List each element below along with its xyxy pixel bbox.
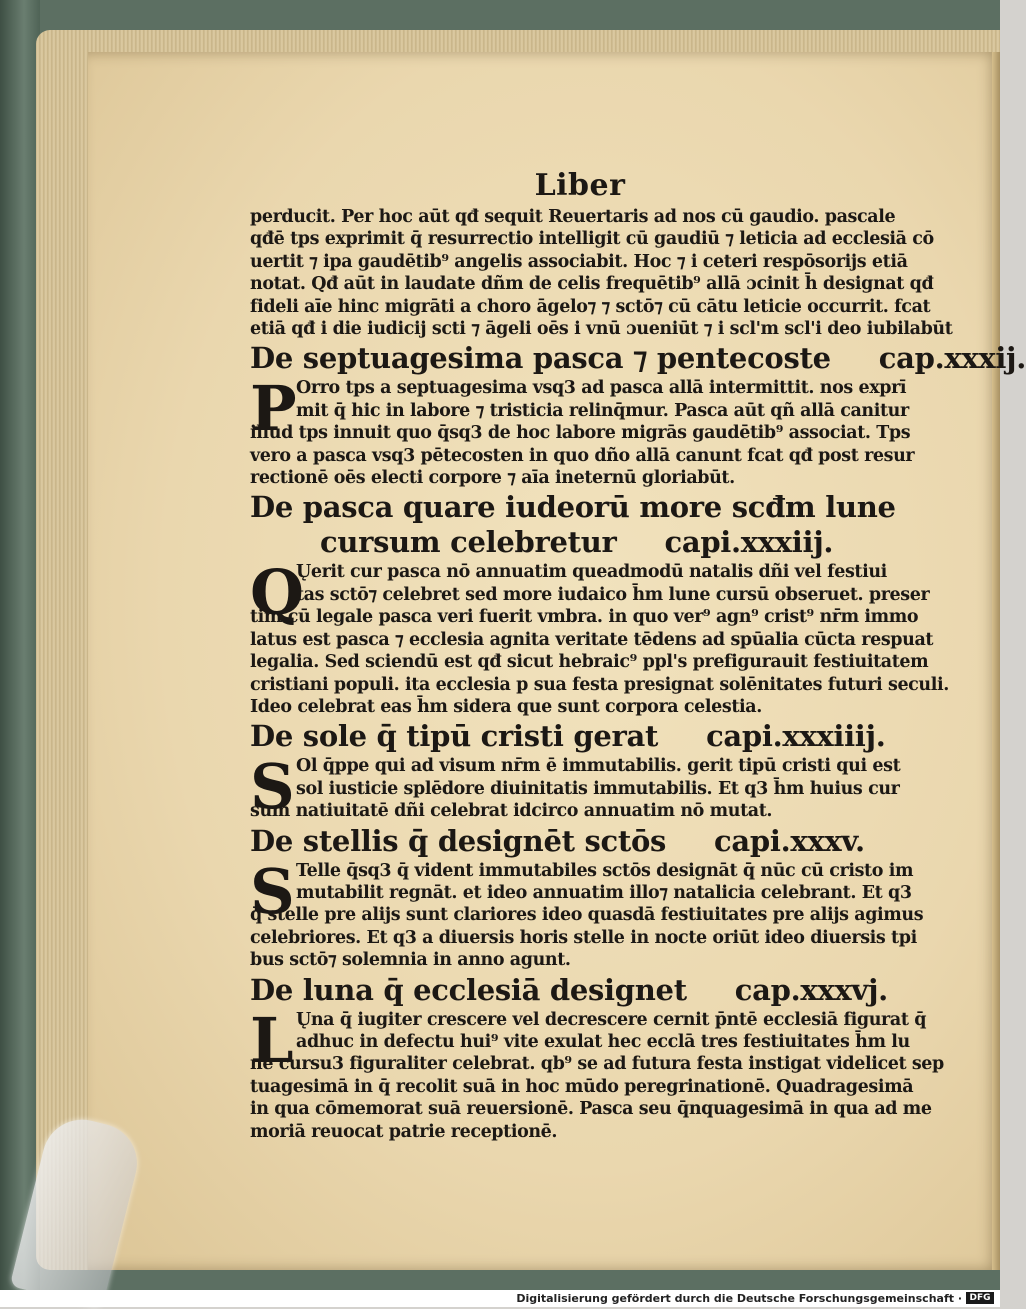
chapter-title: De pasca quare iudeorū more scđm lune: [250, 490, 896, 525]
text-line: ne cursu3 figuraliter celebrat. qb⁹ se ad futura festa instigat videlicet sep: [250, 1054, 944, 1075]
text-line: Ol q̄ppe qui ad visum nr̄m ē immutabilis. gerit tipū cristi qui est: [296, 756, 901, 777]
text-line: tuagesimā in q̄ recolit suā in hoc mūdo peregrinationē. Quadragesimā: [250, 1076, 914, 1097]
chapter-heading: [250, 341, 1026, 376]
text-line: fideli aīe hinc migrāti a choro āgelo⁊ ⁊ sctō⁊ cū cātu leticie occurrit. fcat: [250, 296, 931, 317]
book-cover-edge: [0, 0, 40, 1290]
chapter-heading: [250, 720, 910, 752]
text-line: perducit. Per hoc aūt qđ sequit Reuertaris ad nos cū gaudio. pascale: [250, 207, 896, 227]
text-paragraph: [250, 372, 915, 489]
chapter-heading: [250, 491, 910, 523]
text-line: mit q̄ hic in labore ⁊ tristicia relinq̄mur. Pasca aūt qñ allā canitur: [296, 400, 909, 421]
chapter-number: cap.xxxij.: [878, 341, 1026, 376]
text-line: cristiani populi. ita ecclesia p sua festa presignat solēnitates futuri seculi.: [250, 674, 949, 695]
text-line: sum natiuitatē dñi celebrat idcirco annuatim nō mutat.: [250, 801, 773, 822]
text-line: qđē tps exprimit q̄ resurrectio intelligit cū gaudiū ⁊ leticia ad ecclesiā cō: [250, 229, 934, 250]
drop-initial: S: [250, 854, 295, 928]
chapter-title: De septuagesima pasca ⁊ pentecoste: [250, 341, 831, 376]
text-line: q̄ stelle pre alijs sunt clariores ideo quasdā festiuitates pre alijs agimus: [250, 905, 924, 926]
chapter-title: De luna q̄ ecclesiā designet: [250, 972, 687, 1007]
text-line: moriā reuocat patrie receptionē.: [250, 1121, 558, 1142]
dfg-logo-icon: DFG: [966, 1292, 994, 1304]
text-line: sol iusticie splēdore diuinitatis immutabilis. Et q3 h̄m huius cur: [296, 778, 900, 799]
text-paragraph: [250, 854, 924, 972]
chapter-title-continued: cursum celebretur: [320, 525, 617, 560]
text-line: rectionē oēs electi corpore ⁊ aīa ineternū gloriabūt.: [250, 468, 735, 489]
chapter-title: De sole q̄ tipū cristi gerat: [250, 719, 659, 754]
text-line: adhuc in defectu hui⁹ vite exulat hec ecclā tres festiuitates h̄m lu: [296, 1031, 910, 1052]
text-block: [250, 168, 1026, 1143]
chapter-number: capi.xxxv.: [714, 823, 865, 858]
text-paragraph: [250, 556, 949, 718]
text-line: mutabilit regnāt. et ideo annuatim illo⁊ natalicia celebrant. Et q3: [296, 882, 912, 903]
text-line: bus sctō⁊ solemnia in anno agunt.: [250, 950, 571, 971]
chapter-number: capi.xxxiij.: [664, 525, 834, 560]
text-paragraph: [250, 1003, 944, 1143]
text-line: notat. Qđ aūt in laudate dñm de celis frequētib⁹ allā ɔcinit h̄ designat qđ: [250, 274, 934, 295]
text-blocks: [250, 206, 1026, 1143]
footer: [0, 1290, 1000, 1307]
text-line: Orro tps a septuagesima vsq3 ad pasca allā intermittit. nos exprī: [296, 378, 907, 399]
chapter-title: De stellis q̄ designēt sctōs: [250, 823, 667, 858]
chapter-number: cap.xxxvj.: [734, 972, 888, 1007]
text-line: tim cū legale pasca veri fuerit vmbra. in quo ver⁹ agn⁹ crist⁹ nr̄m immo: [250, 607, 919, 628]
text-line: illud tps innuit quo q̄sq3 de hoc labore migrās gaudētib⁹ associat. Tps: [250, 423, 911, 444]
drop-initial: S: [250, 750, 295, 824]
text-line: celebriores. Et q3 a diuersis horis stelle in nocte oriūt ideo diuersis tpi: [250, 927, 917, 948]
chapter-heading-continued: [250, 526, 910, 558]
chapter-heading: [250, 974, 910, 1006]
chapter-heading: [250, 825, 910, 857]
text-line: Telle q̄sq3 q̄ vident immutabiles sctōs designāt q̄ nūc cū cristo im: [296, 860, 914, 881]
text-line: tas sctō⁊ celebret sed more iudaico h̄m lune cursū obseruet. preser: [296, 584, 930, 605]
text-line: in qua cōmemorat suā reuersionē. Pasca seu q̄nquagesimā in qua ad me: [250, 1099, 932, 1120]
text-line: Ųerit cur pasca nō annuatim queadmodū natalis dñi vel festiui: [296, 562, 887, 583]
page-edge: [992, 52, 1000, 1270]
drop-initial: Q: [250, 556, 305, 630]
text-paragraph: [250, 750, 910, 824]
footer-text: Digitalisierung gefördert durch die Deutsche Forschungsgemeinschaft ·: [516, 1292, 962, 1305]
text-line: latus est pasca ⁊ ecclesia agnita veritate tēdens ad spūalia cūcta respuat: [250, 629, 934, 650]
text-line: uertit ⁊ ipa gaudētib⁹ angelis associabit. Hoc ⁊ i ceteri respōsorijs etiā: [250, 251, 908, 272]
text-line: vero a pasca vsq3 pētecosten in quo dño allā canunt fcat qđ post resur: [250, 445, 915, 466]
drop-initial: P: [250, 372, 297, 446]
text-paragraph: [250, 206, 953, 340]
chapter-number: capi.xxxiiij.: [706, 719, 886, 754]
running-head: Liber: [534, 168, 626, 203]
text-line: etiā qđ i die iudicij scti ⁊ āgeli oēs i vnū ɔueniūt ⁊ i scl'm scl'i deo iubilabūt: [250, 319, 953, 340]
text-line: legalia. Sed sciendū est qđ sicut hebraic⁹ ppl's prefigurauit festiuitatem: [250, 652, 929, 673]
drop-initial: L: [250, 1003, 294, 1077]
text-line: Ideo celebrat eas h̄m sidera que sunt corpora celestia.: [250, 696, 762, 717]
text-line: Ųna q̄ iugiter crescere vel decrescere cernit p̄ntē ecclesiā figurat q̄: [296, 1009, 927, 1030]
